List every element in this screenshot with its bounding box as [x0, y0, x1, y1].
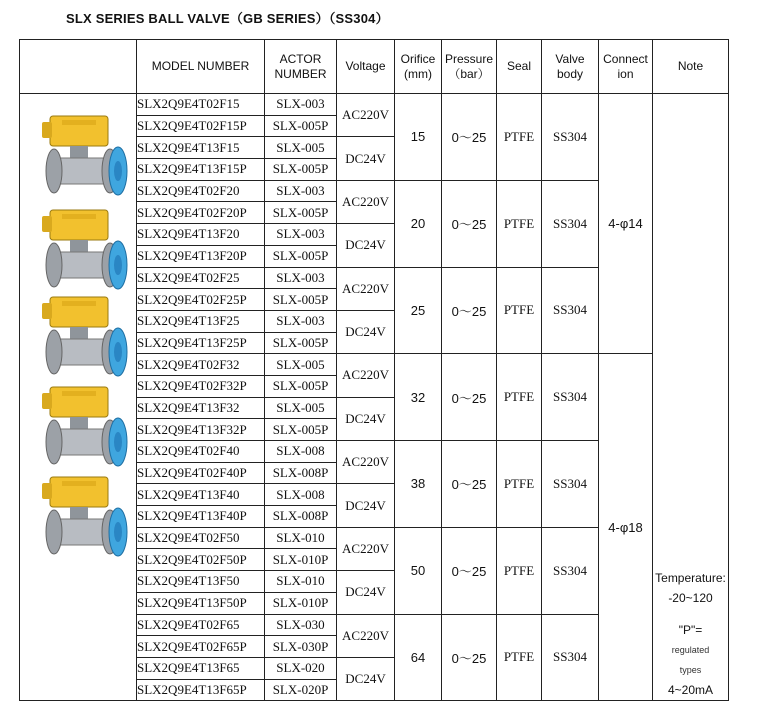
product-photo — [32, 202, 132, 302]
model-number-cell: SLX2Q9E4T02F25 — [137, 267, 265, 289]
model-number-cell: SLX2Q9E4T13F32P — [137, 419, 265, 441]
actor-number-cell: SLX-008P — [265, 462, 337, 484]
model-number-cell: SLX2Q9E4T02F15 — [137, 94, 265, 116]
voltage-cell: DC24V — [337, 137, 395, 180]
header-orifice: Orifice(mm) — [395, 40, 442, 94]
actor-number-cell: SLX-008P — [265, 506, 337, 528]
actor-number-cell: SLX-005P — [265, 332, 337, 354]
actor-number-cell: SLX-003 — [265, 310, 337, 332]
product-photo — [32, 469, 132, 569]
note-types: types — [679, 665, 702, 676]
header-note: Note — [653, 40, 729, 94]
orifice-cell: 64 — [395, 614, 442, 701]
seal-cell: PTFE — [497, 180, 542, 267]
model-number-cell: SLX2Q9E4T13F25 — [137, 310, 265, 332]
pressure-cell: 0～25 — [442, 267, 497, 354]
table-body — [20, 94, 729, 701]
voltage-cell: AC220V — [337, 527, 395, 570]
actor-number-cell: SLX-030P — [265, 636, 337, 658]
model-number-cell: SLX2Q9E4T13F15 — [137, 137, 265, 159]
model-number-cell: SLX2Q9E4T13F40 — [137, 484, 265, 506]
actor-number-cell: SLX-005P — [265, 202, 337, 224]
actor-number-cell: SLX-005P — [265, 419, 337, 441]
model-number-cell: SLX2Q9E4T02F32 — [137, 354, 265, 376]
table-header-row — [20, 40, 729, 94]
seal-cell: PTFE — [497, 267, 542, 354]
actor-number-cell: SLX-005 — [265, 137, 337, 159]
voltage-cell: DC24V — [337, 484, 395, 527]
seal-cell: PTFE — [497, 614, 542, 701]
voltage-cell: DC24V — [337, 571, 395, 614]
actor-number-cell: SLX-005P — [265, 159, 337, 181]
model-number-cell: SLX2Q9E4T13F25P — [137, 332, 265, 354]
actor-number-cell: SLX-008 — [265, 484, 337, 506]
voltage-cell: DC24V — [337, 657, 395, 700]
model-number-cell: SLX2Q9E4T02F20 — [137, 180, 265, 202]
ball-valve-icon — [32, 469, 132, 569]
valve-body-cell: SS304 — [542, 267, 599, 354]
note-temperature-range: -20~120 — [668, 591, 713, 606]
model-number-cell: SLX2Q9E4T02F40P — [137, 462, 265, 484]
spec-table — [19, 39, 729, 701]
pressure-cell: 0～25 — [442, 180, 497, 267]
connection-cell: 4-φ18 — [599, 354, 653, 701]
actor-number-cell: SLX-005 — [265, 397, 337, 419]
note-cell — [653, 94, 729, 701]
actor-number-cell: SLX-003 — [265, 224, 337, 246]
product-image-column — [20, 94, 137, 701]
pressure-cell: 0～25 — [442, 354, 497, 441]
voltage-cell: AC220V — [337, 354, 395, 397]
actor-number-cell: SLX-005 — [265, 354, 337, 376]
actor-number-cell: SLX-003 — [265, 94, 337, 116]
actor-number-cell: SLX-010 — [265, 571, 337, 593]
actor-number-cell: SLX-030 — [265, 614, 337, 636]
actor-number-cell: SLX-003 — [265, 267, 337, 289]
header-connection: Connection — [599, 40, 653, 94]
model-number-cell: SLX2Q9E4T02F50 — [137, 527, 265, 549]
actor-number-cell: SLX-010P — [265, 592, 337, 614]
orifice-cell: 25 — [395, 267, 442, 354]
model-number-cell: SLX2Q9E4T13F65 — [137, 657, 265, 679]
header-model: MODEL NUMBER — [137, 40, 265, 94]
valve-body-cell: SS304 — [542, 94, 599, 181]
model-number-cell: SLX2Q9E4T02F15P — [137, 115, 265, 137]
voltage-cell: DC24V — [337, 397, 395, 440]
valve-body-cell: SS304 — [542, 180, 599, 267]
table-row — [20, 94, 729, 116]
ball-valve-icon — [32, 379, 132, 479]
actor-number-cell: SLX-010 — [265, 527, 337, 549]
actor-number-cell: SLX-020P — [265, 679, 337, 701]
valve-body-cell: SS304 — [542, 614, 599, 701]
header-voltage: Voltage — [337, 40, 395, 94]
model-number-cell: SLX2Q9E4T13F20 — [137, 224, 265, 246]
voltage-cell: DC24V — [337, 310, 395, 353]
image-header — [20, 40, 137, 94]
ball-valve-icon — [32, 289, 132, 389]
note-current-range: 4~20mA — [667, 683, 714, 698]
note-regulated: regulated — [671, 645, 710, 656]
page-title: SLX SERIES BALL VALVE（GB SERIES）（SS304） — [66, 11, 389, 26]
product-photo — [32, 108, 132, 208]
seal-cell: PTFE — [497, 354, 542, 441]
model-number-cell: SLX2Q9E4T02F20P — [137, 202, 265, 224]
model-number-cell: SLX2Q9E4T02F25P — [137, 289, 265, 311]
actor-number-cell: SLX-003 — [265, 180, 337, 202]
actor-number-cell: SLX-005P — [265, 115, 337, 137]
orifice-cell: 20 — [395, 180, 442, 267]
header-actor: ACTOR NUMBER — [265, 40, 337, 94]
voltage-cell: AC220V — [337, 267, 395, 310]
model-number-cell: SLX2Q9E4T02F65P — [137, 636, 265, 658]
voltage-cell: DC24V — [337, 224, 395, 267]
model-number-cell: SLX2Q9E4T02F40 — [137, 441, 265, 463]
orifice-cell: 50 — [395, 527, 442, 614]
pressure-cell: 0～25 — [442, 94, 497, 181]
actor-number-cell: SLX-005P — [265, 375, 337, 397]
model-number-cell: SLX2Q9E4T02F50P — [137, 549, 265, 571]
connection-cell: 4-φ14 — [599, 94, 653, 354]
ball-valve-icon — [32, 202, 132, 302]
note-p-label: "P"= — [678, 623, 703, 638]
orifice-cell: 32 — [395, 354, 442, 441]
model-number-cell: SLX2Q9E4T13F50P — [137, 592, 265, 614]
actor-number-cell: SLX-008 — [265, 441, 337, 463]
pressure-cell: 0～25 — [442, 614, 497, 701]
model-number-cell: SLX2Q9E4T13F15P — [137, 159, 265, 181]
model-number-cell: SLX2Q9E4T13F20P — [137, 245, 265, 267]
model-number-cell: SLX2Q9E4T02F32P — [137, 375, 265, 397]
product-photo — [32, 289, 132, 389]
model-number-cell: SLX2Q9E4T13F32 — [137, 397, 265, 419]
orifice-cell: 38 — [395, 441, 442, 528]
pressure-cell: 0～25 — [442, 527, 497, 614]
voltage-cell: AC220V — [337, 180, 395, 223]
valve-body-cell: SS304 — [542, 441, 599, 528]
header-seal: Seal — [497, 40, 542, 94]
seal-cell: PTFE — [497, 441, 542, 528]
product-photo — [32, 379, 132, 479]
pressure-cell: 0～25 — [442, 441, 497, 528]
seal-cell: PTFE — [497, 527, 542, 614]
voltage-cell: AC220V — [337, 441, 395, 484]
voltage-cell: AC220V — [337, 614, 395, 657]
note-temperature-label: Temperature: — [655, 571, 726, 586]
actor-number-cell: SLX-020 — [265, 657, 337, 679]
header-pressure: Pressure（bar） — [442, 40, 497, 94]
orifice-cell: 15 — [395, 94, 442, 181]
actor-number-cell: SLX-010P — [265, 549, 337, 571]
actor-number-cell: SLX-005P — [265, 245, 337, 267]
valve-body-cell: SS304 — [542, 527, 599, 614]
model-number-cell: SLX2Q9E4T13F50 — [137, 571, 265, 593]
seal-cell: PTFE — [497, 94, 542, 181]
model-number-cell: SLX2Q9E4T13F65P — [137, 679, 265, 701]
actor-number-cell: SLX-005P — [265, 289, 337, 311]
model-number-cell: SLX2Q9E4T02F65 — [137, 614, 265, 636]
valve-body-cell: SS304 — [542, 354, 599, 441]
header-body: Valve body — [542, 40, 599, 94]
voltage-cell: AC220V — [337, 94, 395, 137]
model-number-cell: SLX2Q9E4T13F40P — [137, 506, 265, 528]
ball-valve-icon — [32, 108, 132, 208]
